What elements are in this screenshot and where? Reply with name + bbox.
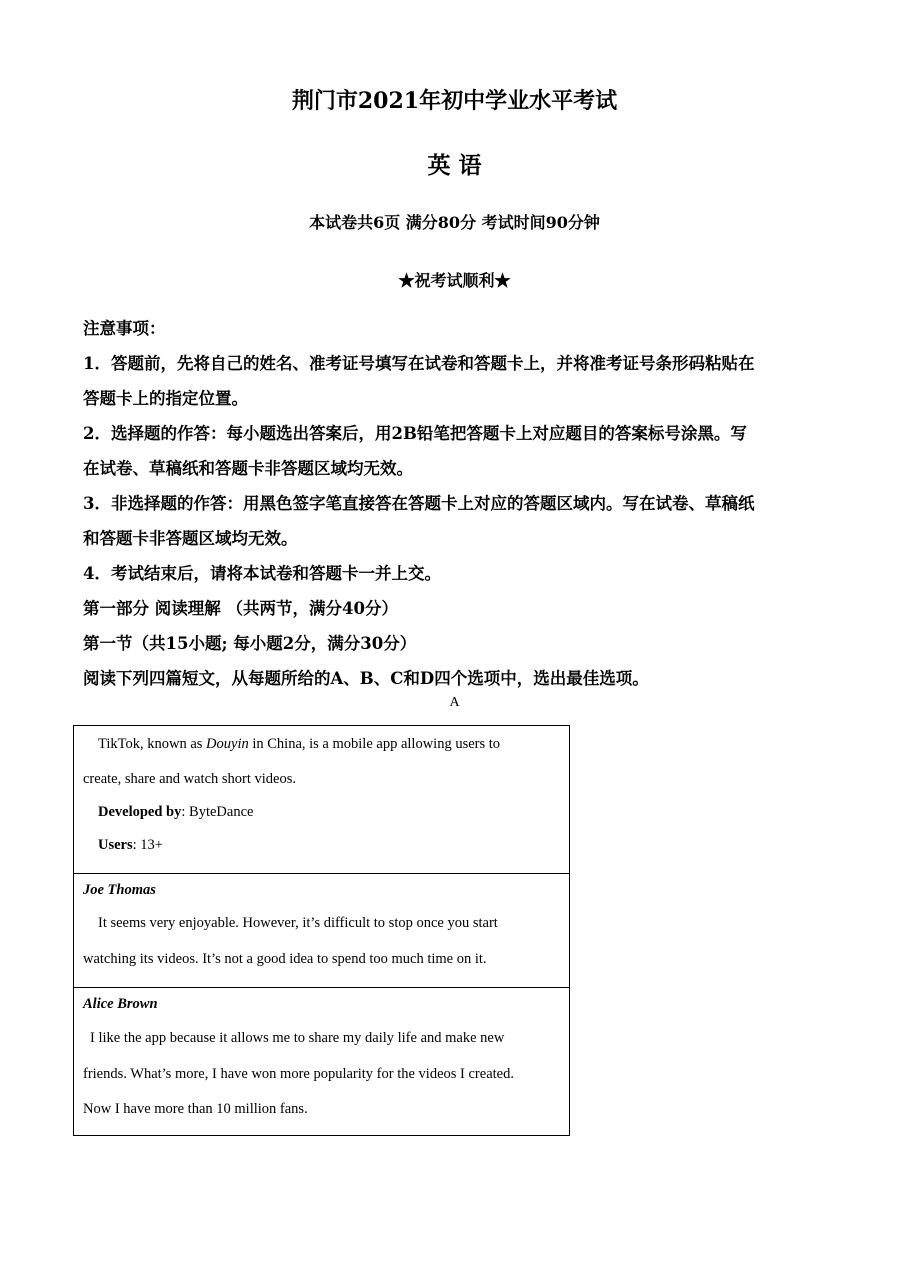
notice-line: 2．选择题的作答：每小题选出答案后，用2B铅笔把答题卡上对应题目的答案标号涂黑。写: [83, 424, 747, 443]
good-luck-line: ★祝考试顺利★: [398, 271, 511, 290]
subject-title: 英 语: [427, 152, 482, 179]
review-line: friends. What’s more, I have won more popularity for the videos I created.: [83, 1066, 514, 1082]
review-line: It seems very enjoyable. However, it’s difficult to stop once you start: [98, 915, 498, 931]
review-line: I like the app because it allows me to share my daily life and make new: [90, 1030, 505, 1046]
users-label: Users: [98, 837, 133, 853]
app-description-line: create, share and watch short videos.: [83, 771, 296, 787]
notice-line: 在试卷、草稿纸和答题卡非答题区域均无效。: [83, 459, 413, 478]
passage-table: [73, 725, 570, 1136]
reviewer-name: Alice Brown: [83, 996, 158, 1012]
reading-instruction: 阅读下列四篇短文，从每题所给的A、B、C和D四个选项中，选出最佳选项。: [83, 669, 649, 688]
exam-title: 荆门市2021年初中学业水平考试: [291, 88, 618, 114]
notice-line: 4．考试结束后，请将本试卷和答题卡一并上交。: [83, 564, 441, 583]
review-line: Now I have more than 10 million fans.: [83, 1101, 308, 1117]
notice-heading: 注意事项：: [83, 319, 166, 338]
notice-line: 答题卡上的指定位置。: [83, 389, 248, 408]
section-one-heading: 第一节（共15小题; 每小题2分，满分30分）: [83, 634, 417, 653]
review-line: watching its videos. It’s not a good idea to spend too much time on it.: [83, 951, 487, 967]
developer-value: : ByteDance: [181, 804, 254, 820]
users-value: : 13+: [132, 837, 163, 853]
exam-info: 本试卷共6页 满分80分 考试时间90分钟: [309, 213, 600, 232]
passage-label: A: [449, 695, 460, 710]
part-one-heading: 第一部分 阅读理解 （共两节，满分40分）: [83, 599, 398, 618]
reviewer-name: Joe Thomas: [83, 882, 156, 898]
developer-line: [98, 804, 253, 821]
app-text: in China, is a mobile app allowing users to: [248, 736, 501, 752]
notice-line: 3．非选择题的作答：用黑色签字笔直接答在答题卡上对应的答题区域内。写在试卷、草稿纸: [83, 494, 755, 513]
developer-label: Developed by: [98, 804, 182, 820]
review-cell: [74, 987, 569, 1135]
users-line: [98, 837, 163, 854]
notice-block: [83, 311, 843, 696]
notice-line: 1．答题前，先将自己的姓名、准考证号填写在试卷和答题卡上，并将准考证号条形码粘贴在: [83, 354, 755, 373]
review-cell: [74, 873, 569, 987]
app-text: TikTok, known as: [98, 736, 207, 752]
app-description-line: [98, 736, 500, 753]
notice-line: 和答题卡非答题区域均无效。: [83, 529, 298, 548]
app-info-cell: [74, 726, 569, 873]
app-chinese-name: Douyin: [206, 736, 249, 752]
